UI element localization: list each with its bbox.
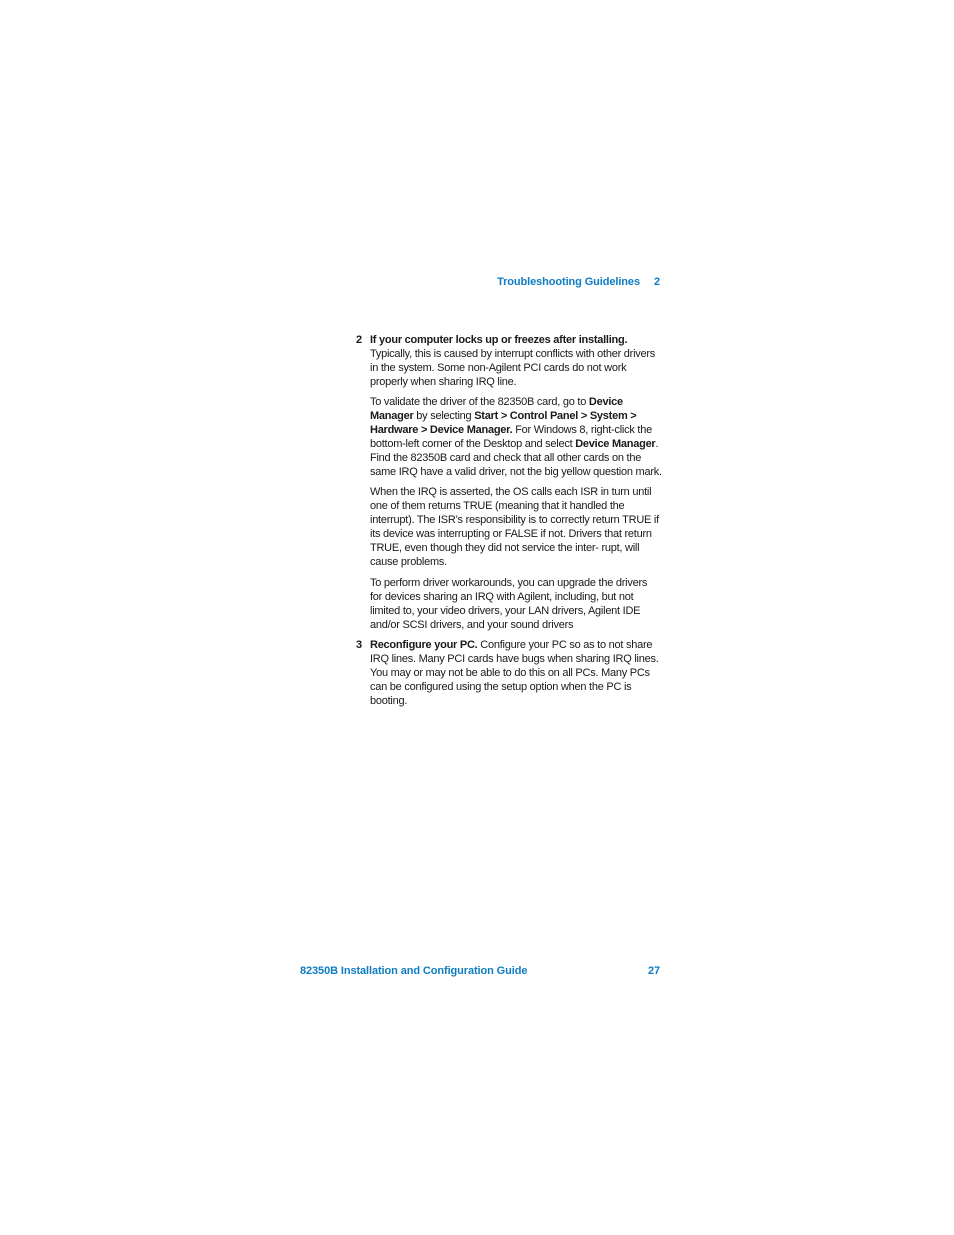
text-run: To validate the driver of the 82350B card, go to [370,396,589,408]
paragraph: When the IRQ is asserted, the OS calls each ISR in turn until one of them returns TRUE (meaning that it handled the interrupt). The ISR’s responsibility is to correctly return TRUE if its device was interrupting or FALSE if not. Drivers that return TRUE, even though they did not service the inter- rupt, will cause problems. [370,486,659,568]
page-footer [300,965,660,977]
paragraph [370,395,662,479]
text-run: Configure your PC so as to not share IRQ lines. Many PCI cards have bugs when sharing IRQ lines. You may or may not be able to do this on all PCs. Many PCs can be configured using the setup option when the PC is booting. [370,639,659,707]
section-title: Troubleshooting Guidelines [497,276,640,288]
document-title: 82350B Installation and Configuration Guide [300,965,528,977]
ui-path: Start > Control Panel > System > Hardware > Device Manager. [370,410,637,436]
item-heading: Reconfigure your PC. [370,639,478,651]
text-run: . Find the 82350B card and check that all other cards on the same IRQ have a valid driver, not the big yellow question mark. [370,438,662,478]
item-number: 2 [356,334,362,346]
page-number: 27 [647,965,660,977]
paragraph: To perform driver workarounds, you can upgrade the drivers for devices sharing an IRQ with Agilent, including, but not limited to, your video drivers, your LAN drivers, Agilent IDE and/or SCSI drivers, and your sound drivers [370,577,648,631]
item-number: 3 [356,639,362,651]
item-intro [370,333,662,389]
running-header [497,276,660,288]
text-run: by selecting [413,410,475,422]
text-run: For Windows 8, right-click the bottom-left corner of the Desktop and select [370,424,652,450]
list-item [356,638,662,708]
paragraph: Typically, this is caused by interrupt conflicts with other drivers in the system. Some non-Agilent PCI cards do not work properly when sharing IRQ line. [370,348,656,388]
paragraph [370,638,662,708]
list-item [356,333,662,632]
ui-path: Device Manager [575,438,656,450]
chapter-number: 2 [653,276,660,288]
main-content [356,333,662,714]
item-heading: If your computer locks up or freezes after installing. [370,334,628,346]
ui-path: Device Manager [370,396,623,422]
